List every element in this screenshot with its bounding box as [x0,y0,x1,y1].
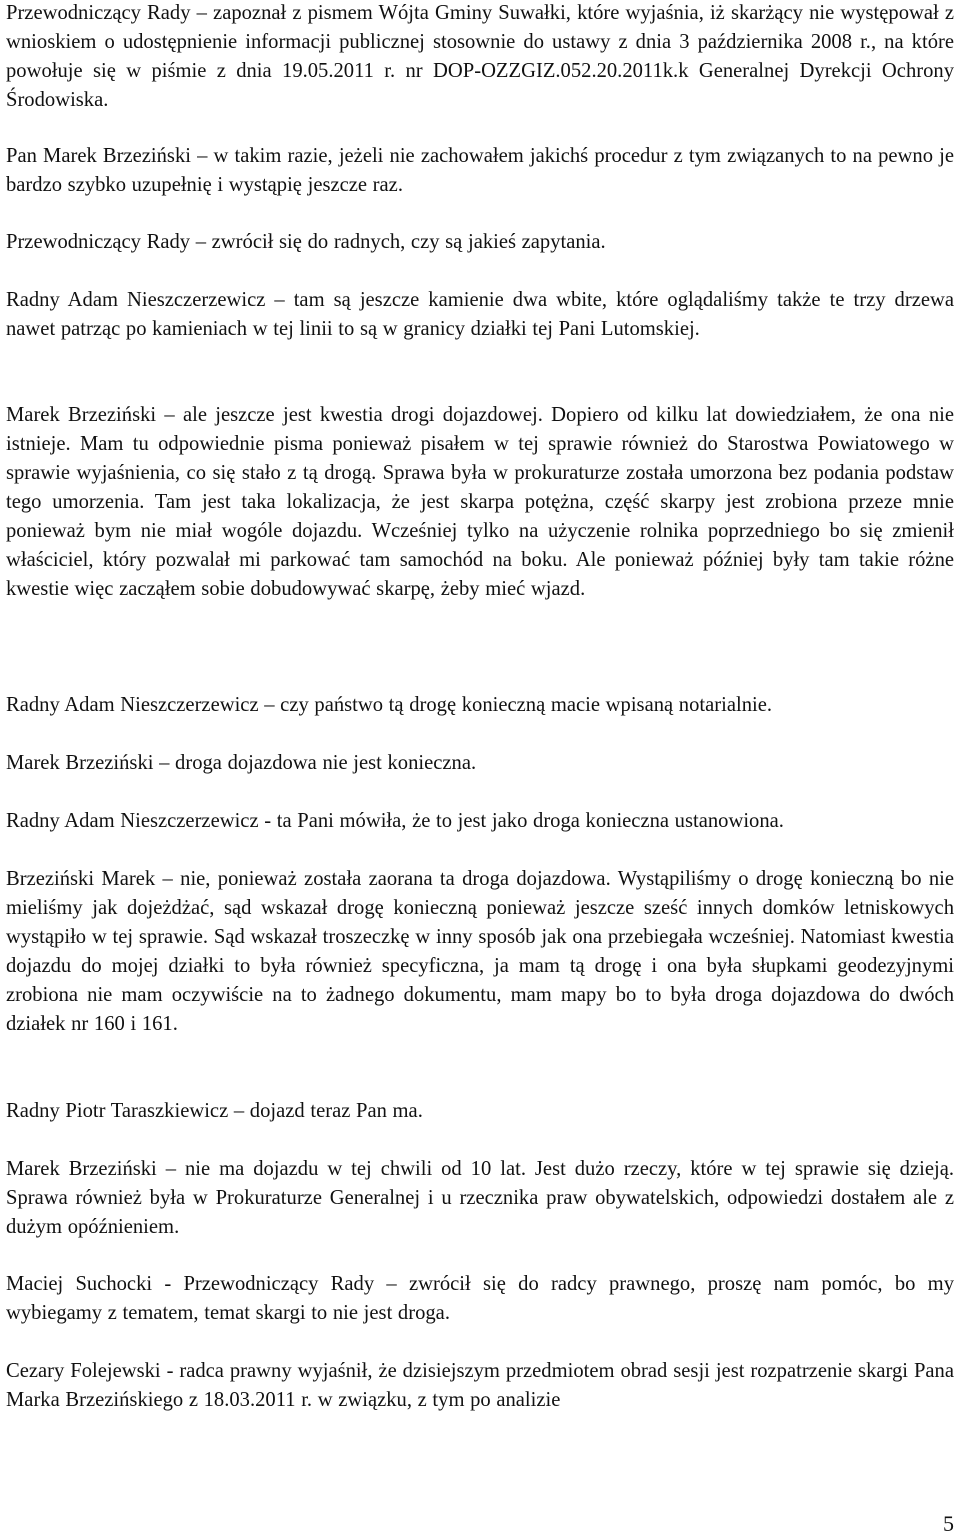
paragraph-nieszczerzewicz-stones: Radny Adam Nieszczerzewicz – tam są jeszcze kamienie dwa wbite, które oglądaliśmy także te trzy drzewa nawet patrząc po kamieniach w tej linii to są w granicy działki tej Pani Lutomskiej. [6,289,954,340]
paragraph-suchocki-legal-advisor: Maciej Suchocki - Przewodniczący Rady – zwrócił się do radcy prawnego, proszę nam pomóc, bo my wybiegamy z tematem, temat skargi to nie jest droga. [6,1273,954,1324]
paragraph-nieszczerzewicz-notarial: Radny Adam Nieszczerzewicz – czy państwo tą drogę konieczną macie wpisaną notarialnie. [6,694,773,716]
paragraph-brzezinski-access-road: Marek Brzeziński – ale jeszcze jest kwestia drogi dojazdowej. Dopiero od kilku lat dowiedziałem, że ona nie istnieje. Mam tu odpowiednie pisma ponieważ pisałem w tej sprawie również do Starostwa Powiatowego w sprawie wyjaśnienia, co się stało z tą drogą. Sprawa była w prokuraturze została umorzona bez podania podstaw tego umorzenia. Tam jest taka lokalizacja, że jest skarpa potężna, część skarpy jest zrobiona przeze mnie ponieważ bym nie miał wogóle dojazdu. Wcześniej tylko na użyczenie rolnika poprzedniego bo się zmienił właściciel, który pozwalał mi parkować tam samochód na boku. Ale ponieważ później były tam takie różne kwestie więc zacząłem sobie dobudowywać skarpę, żeby mieć wjazd. [6,404,954,600]
paragraph-chairman-letter: Przewodniczący Rady – zapoznał z pismem Wójta Gminy Suwałki, które wyjaśnia, iż skarżący nie występował z wnioskiem o udostępnienie informacji publicznej stosownie do ustawy z dnia 3 października 2008 r., na które powołuje się w piśmie z dnia 19.05.2011 r. nr DOP-OZZGIZ.052.20.2011k.k Generalnej Dyrekcji Ochrony Środowiska. [6,2,954,111]
paragraph-chairman-questions: Przewodniczący Rady – zwrócił się do radnych, czy są jakieś zapytania. [6,231,606,253]
paragraph-folejewski-explanation: Cezary Folejewski - radca prawny wyjaśnił, że dzisiejszym przedmiotem obrad sesji jest rozpatrzenie skargi Pana Marka Brzezińskiego z 18.03.2011 r. w związku, z tym po analizie [6,1360,954,1411]
paragraph-brzezinski-not-necessary: Marek Brzeziński – droga dojazdowa nie jest konieczna. [6,752,477,774]
paragraph-brzezinski-no-access: Marek Brzeziński – nie ma dojazdu w tej chwili od 10 lat. Jest dużo rzeczy, które w tej sprawie się dzieją. Sprawa również była w Prokuraturze Generalnej i u rzecznika praw obywatelskich, odpowiedzi dostałem ale z dużym opóźnieniem. [6,1158,954,1238]
page-number: 5 [943,1511,954,1536]
paragraph-taraszkiewicz-access: Radny Piotr Taraszkiewicz – dojazd teraz Pan ma. [6,1100,423,1122]
paragraph-brzezinski-procedures: Pan Marek Brzeziński – w takim razie, jeżeli nie zachowałem jakichś procedur z tym związanych to na pewno je bardzo szybko uzupełnię i wystąpię jeszcze raz. [6,145,954,196]
paragraph-nieszczerzewicz-established: Radny Adam Nieszczerzewicz - ta Pani mówiła, że to jest jako droga konieczna ustanowiona. [6,810,784,832]
paragraph-brzezinski-ploughed-road: Brzeziński Marek – nie, ponieważ została zaorana ta droga dojazdowa. Wystąpiliśmy o drogę konieczną bo nie mieliśmy jak dojeżdżać, sąd wskazał drogę konieczną ponieważ jeszcze sześć innych domków letniskowych wystąpiło w tej sprawie. Sąd wskazał troszeczkę w inny sposób jak ona przebiegała wcześniej. Natomiast kwestia dojazdu do mojej działki to była również specyficzna, ja mam tą drogę i ona była słupkami geodezyjnymi zrobiona nie mam oczywiście na to żadnego dokumentu, mam mapy bo to była droga dojazdowa do dwóch działek nr 160 i 161. [6,868,954,1035]
